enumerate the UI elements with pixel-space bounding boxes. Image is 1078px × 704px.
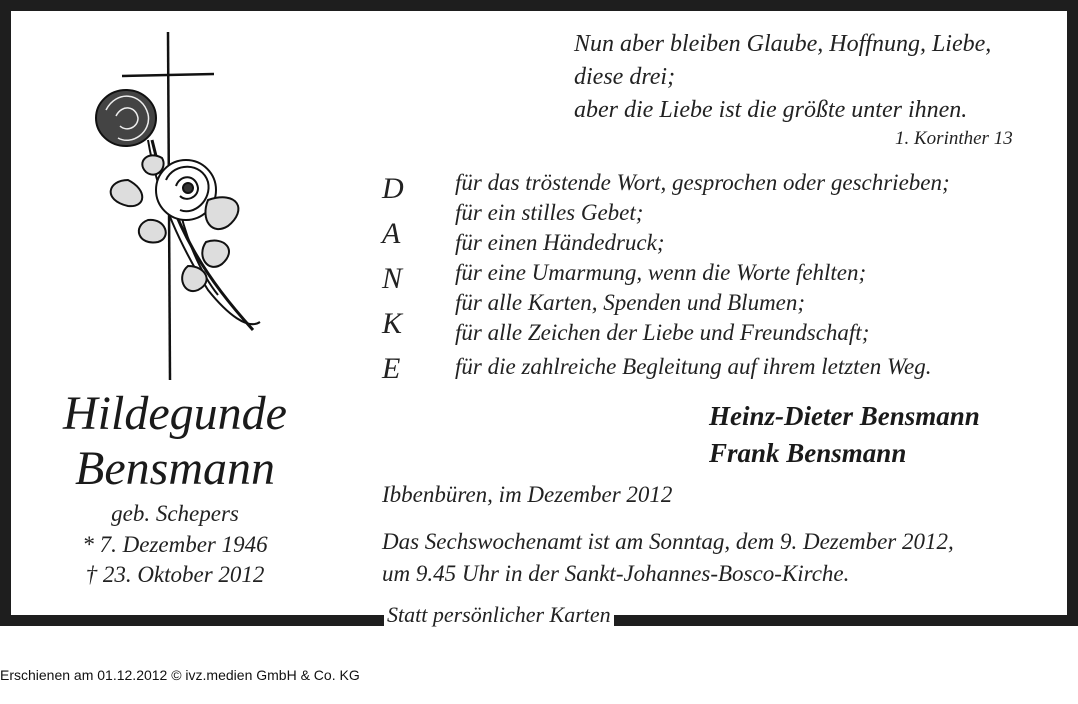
thanks-line: für alle Karten, Spenden und Blumen; [455, 290, 806, 315]
mass-notice [382, 526, 954, 590]
thanks-line: für die zahlreiche Begleitung auf ihrem letzten Weg. [455, 354, 932, 379]
signer-name: Heinz-Dieter Bensmann [709, 401, 980, 431]
footer-note: Statt persönlicher Karten [384, 602, 614, 628]
death-date: † 23. Oktober 2012 [85, 562, 265, 587]
danke-letter: E [382, 352, 401, 385]
danke-letters [382, 166, 404, 391]
quote-line: aber die Liebe ist die größte unter ihnen. [574, 97, 968, 123]
mass-notice-line: um 9.45 Uhr in der Sankt-Johannes-Bosco-Kirche. [382, 561, 850, 586]
danke-letter: D [382, 172, 404, 205]
deceased-block [20, 386, 330, 590]
thanks-line: für eine Umarmung, wenn die Worte fehlten; [455, 260, 867, 285]
deceased-last-name: Bensmann [75, 442, 275, 495]
publication-credit: Erschienen am 01.12.2012 © ivz.medien GmbH & Co. KG [0, 667, 360, 683]
thanks-line: für ein stilles Gebet; [455, 200, 644, 225]
footer-rule-right [654, 617, 1067, 626]
quote-source: 1. Korinther 13 [895, 128, 1013, 149]
footer-rule-left [11, 617, 379, 626]
danke-letter: N [382, 262, 403, 295]
birth-name: geb. Schepers [111, 501, 239, 526]
place-date: Ibbenbüren, im Dezember 2012 [382, 482, 673, 507]
birth-date: * 7. Dezember 1946 [82, 532, 268, 557]
cross-with-roses-icon [88, 30, 288, 382]
signers [709, 398, 980, 472]
bible-quote [574, 28, 991, 127]
thanks-line: für alle Zeichen der Liebe und Freundschaft; [455, 320, 870, 345]
signer-name: Frank Bensmann [709, 438, 907, 468]
deceased-first-name: Hildegunde [63, 387, 287, 440]
quote-line: Nun aber bleiben Glaube, Hoffnung, Liebe, [574, 31, 992, 57]
mass-notice-line: Das Sechswochenamt ist am Sonntag, dem 9. Dezember 2012, [382, 529, 954, 554]
thanks-list [455, 168, 950, 382]
danke-letter: K [382, 307, 403, 340]
thanks-line: für einen Händedruck; [455, 230, 665, 255]
thanks-line: für das tröstende Wort, gesprochen oder geschrieben; [455, 170, 950, 195]
quote-line: diese drei; [574, 64, 676, 90]
danke-letter: A [382, 217, 401, 250]
